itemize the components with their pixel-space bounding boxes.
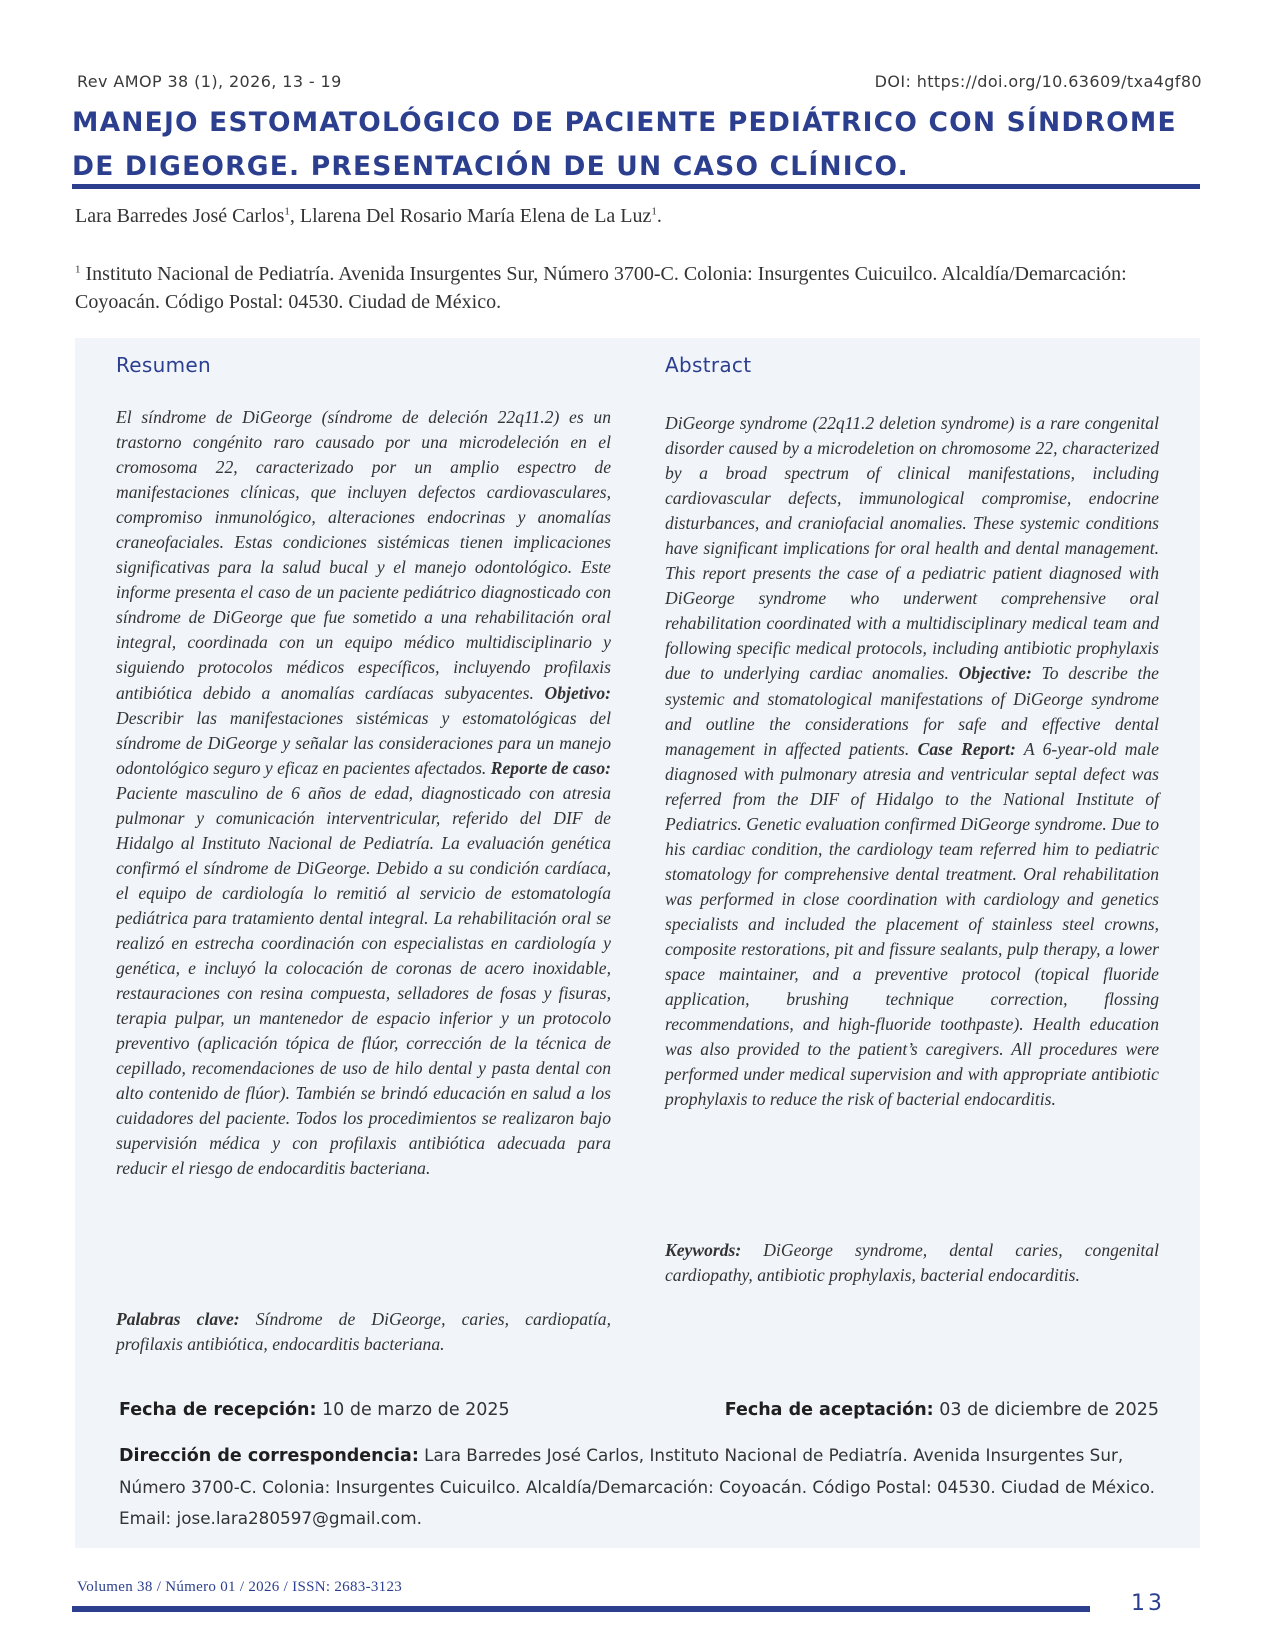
abstract-body: [665, 411, 1159, 1112]
abstract-heading: Abstract: [665, 353, 752, 377]
accepted-label: Fecha de aceptación:: [724, 1400, 934, 1420]
abstract-intro: DiGeorge syndrome (22q11.2 deletion syndrome) is a rare congenital disorder caused by a microdeletion on chromosome 22, characterized by a broad spectrum of clinical manifestations, including cardiovascular defects, immunological compromise, endocrine disturbances, and craniofacial anomalies. These systemic conditions have significant implications for oral health and dental management. This report presents the case of a pediatric patient diagnosed with DiGeorge syndrome who underwent comprehensive oral rehabilitation coordinated with a multidisciplinary medical team and following specific medical protocols, including antibiotic prophylaxis due to underlying cardiac anomalies.: [665, 413, 1159, 684]
abstract-keywords-text: DiGeorge syndrome, dental caries, congenital cardiopathy, antibiotic prophylaxis, bacterial endocarditis.: [665, 1240, 1159, 1285]
correspondence-address: [119, 1440, 1161, 1534]
abstract-keywords-label: Keywords:: [665, 1240, 742, 1260]
author-separator: ,: [289, 205, 300, 227]
accepted-value: 03 de diciembre de 2025: [933, 1400, 1159, 1420]
abstract-case-label: Case Report:: [917, 738, 1016, 759]
author-1-affiliation-mark: 1: [284, 205, 290, 218]
resumen-body: [116, 405, 611, 1181]
correspondence-label: Dirección de correspondencia:: [119, 1446, 419, 1466]
doi-link[interactable]: DOI: https://doi.org/10.63609/txa4gf80: [874, 72, 1202, 91]
affiliation: [75, 260, 1195, 316]
accepted-date: [725, 1400, 1159, 1420]
author-list: [75, 205, 662, 228]
journal-citation: Rev AMOP 38 (1), 2026, 13 - 19: [77, 72, 342, 91]
resumen-reporte: Paciente masculino de 6 años de edad, diagnosticado con atresia pulmonar y comunicación interventricular, referido del DIF de Hidalgo al Instituto Nacional de Pediatría. La evaluación genética confirmó el síndrome de DiGeorge. Debido a su condición cardíaca, el equipo de cardiología lo remitió al servicio de estomatología pediátrica para tratamiento dental integral. La rehabilitación oral se realizó en estrecha coordinación con especialistas en cardiología y genética, e incluyó la colocación de coronas de acero inoxidable, restauraciones con resina compuesta, selladores de fosas y fisuras, terapia pulpar, un mantenedor de espacio inferior y un protocolo preventivo (aplicación tópica de flúor, corrección de la técnica de cepillado, recomendaciones de uso de hilo dental y pasta dental con alto contenido de flúor). También se brindó educación en salud a los cuidadores del paciente. Todos los procedimientos se realizaron bajo supervisión médica y con profilaxis antibiótica adecuada para reducir el riesgo de endocarditis bacteriana.: [116, 782, 611, 1179]
resumen-keywords-text: Síndrome de DiGeorge, caries, cardiopatía, profilaxis antibiótica, endocarditis bacteriana.: [116, 1309, 611, 1354]
abstract-case: A 6-year-old male diagnosed with pulmonary atresia and ventricular septal defect was referred from the DIF of Hidalgo to the National Institute of Pediatrics. Genetic evaluation confirmed DiGeorge syndrome. Due to his cardiac condition, the cardiology team referred him to pediatric stomatology for comprehensive dental treatment. Oral rehabilitation was performed in close coordination with cardiology and genetics specialists and included the placement of stainless steel crowns, composite restorations, pit and fissure sealants, pulp therapy, a lower space maintainer, and a preventive protocol (topical fluoride application, brushing technique correction, flossing recommendations, and high-fluoride toothpaste). Health education was also provided to the patient’s caregivers. All procedures were performed under medical supervision and with appropriate antibiotic prophylaxis to reduce the risk of bacterial endocarditis.: [665, 738, 1159, 1110]
resumen-reporte-label: Reporte de caso:: [490, 757, 611, 778]
affiliation-text: Instituto Nacional de Pediatría. Avenida Insurgentes Sur, Número 3700-C. Colonia: Insurgentes Cuicuilco. Alcaldía/Demarcación: Coyoacán. Código Postal: 04530. Ciudad de México.: [75, 263, 1127, 313]
author-1: Lara Barredes José Carlos: [75, 205, 285, 227]
page-number: 13: [1131, 1591, 1165, 1616]
resumen-heading: Resumen: [116, 353, 211, 377]
author-list-end: .: [656, 205, 662, 227]
resumen-keywords: [116, 1307, 611, 1357]
resumen-intro: El síndrome de DiGeorge (síndrome de deleción 22q11.2) es un trastorno congénito raro causado por una microdeleción en el cromosoma 22, caracterizado por un amplio espectro de manifestaciones clínicas, que incluyen defectos cardiovasculares, compromiso inmunológico, alteraciones endocrinas y anomalías craneofaciales. Estas condiciones sistémicas tienen implicaciones significativas para la salud bucal y el manejo odontológico. Este informe presenta el caso de un paciente pediátrico diagnosticado con síndrome de DiGeorge que fue sometido a una rehabilitación oral integral, coordinada con un equipo médico multidisciplinario y siguiendo protocolos médicos específicos, incluyendo profilaxis antibiótica debido a anomalías cardíacas subyacentes.: [116, 407, 611, 703]
received-date: [119, 1400, 510, 1420]
resumen-keywords-label: Palabras clave:: [116, 1309, 240, 1329]
resumen-objetivo-label: Objetivo:: [544, 682, 611, 703]
abstract-keywords: [665, 1238, 1159, 1288]
title-divider: [72, 184, 1200, 189]
abstract-objective-label: Objective:: [958, 663, 1032, 684]
abstract-objective: To describe the systemic and stomatological manifestations of DiGeorge syndrome and outline the considerations for safe and effective dental management in affected patients.: [665, 663, 1159, 759]
received-value: 10 de marzo de 2025: [316, 1400, 510, 1420]
author-2-affiliation-mark: 1: [651, 205, 657, 218]
footer-issue-info: Volumen 38 / Número 01 / 2026 / ISSN: 2683-3123: [77, 1579, 403, 1595]
article-title: MANEJO ESTOMATOLÓGICO DE PACIENTE PEDIÁTRICO CON SÍNDROME DE DIGEORGE. PRESENTACIÓN DE UN CASO CLÍNICO.: [72, 107, 1177, 182]
received-label: Fecha de recepción:: [119, 1400, 317, 1420]
resumen-objetivo: Describir las manifestaciones sistémicas y estomatológicas del síndrome de DiGeorge y señalar las consideraciones para un manejo odontológico seguro y eficaz en pacientes afectados.: [116, 707, 611, 778]
correspondence-text: Lara Barredes José Carlos, Instituto Nacional de Pediatría. Avenida Insurgentes Sur, Número 3700-C. Colonia: Insurgentes Cuicuilco. Alcaldía/Demarcación: Coyoacán. Código Postal: 04530. Ciudad de México. Email: jose.lara280597@gmail.com.: [119, 1445, 1155, 1528]
author-2: Llarena Del Rosario María Elena de La Luz: [299, 205, 652, 227]
affiliation-mark: 1: [75, 263, 81, 276]
footer-divider: [72, 1606, 1090, 1612]
